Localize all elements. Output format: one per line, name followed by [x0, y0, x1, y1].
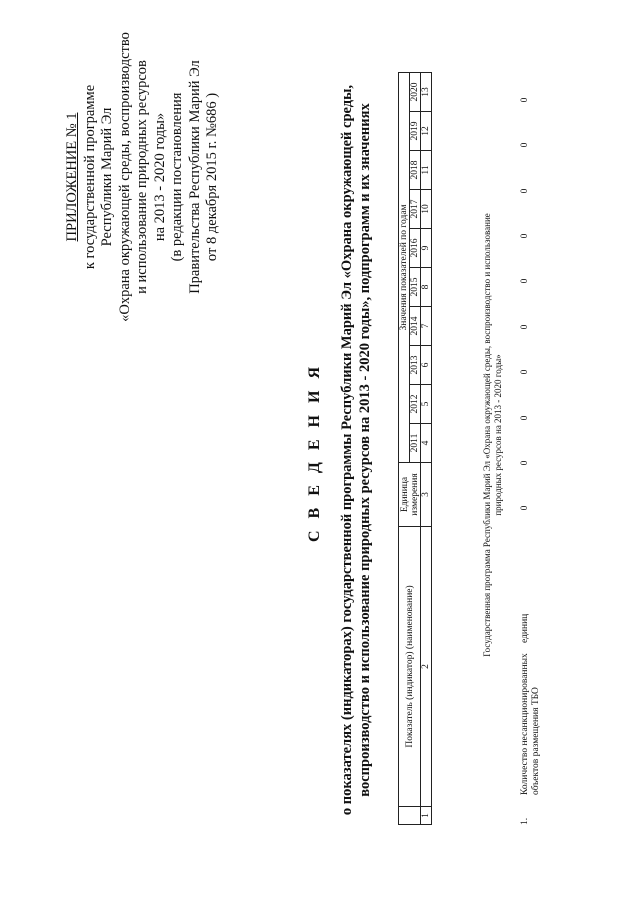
row-value: 0	[520, 233, 530, 239]
appendix-line: Республики Марий Эл	[99, 107, 115, 247]
appendix-title: ПРИЛОЖЕНИЕ № 1	[64, 112, 80, 242]
column-number: 1	[421, 807, 432, 825]
column-number: 10	[421, 190, 432, 229]
column-number: 13	[421, 72, 432, 111]
column-number: 8	[421, 268, 432, 307]
appendix-block	[64, 27, 222, 327]
year-cell: 2017	[410, 190, 421, 229]
year-cell: 2014	[410, 307, 421, 346]
year-cell: 2011	[410, 424, 421, 463]
year-cell: 2020	[410, 72, 421, 111]
column-number: 2	[421, 527, 432, 807]
program-title-line: Государственная программа Республики Марий Эл «Охрана окружающей среды, воспроизводство и использование	[482, 213, 492, 657]
row-value: 0	[520, 324, 530, 330]
row-value: 0	[520, 97, 530, 103]
row-value: 0	[520, 415, 530, 421]
year-cell: 2019	[410, 112, 421, 151]
year-cell: 2016	[410, 229, 421, 268]
year-cell: 2013	[410, 346, 421, 385]
column-number: 9	[421, 229, 432, 268]
program-title-line: природных ресурсов на 2013 - 2020 годы»	[493, 354, 503, 516]
appendix-line: к государственной программе	[81, 84, 98, 270]
row-value: 0	[520, 505, 530, 511]
indicators-table	[398, 72, 432, 825]
column-number: 12	[421, 112, 432, 151]
row-indicator-name: Количество несанкционированных объектов размещения ТБО	[520, 653, 541, 795]
row-number: 1.	[520, 817, 530, 825]
table-column-numbers-row	[421, 72, 432, 824]
appendix-line: Правительства Республики Марий Эл	[186, 60, 203, 294]
row-value: 0	[520, 142, 530, 148]
row-unit: единиц	[520, 613, 530, 643]
program-title	[482, 175, 504, 695]
table-header-row	[399, 72, 410, 824]
subheading-line: о показателях (индикаторах) государственной программы Республики Марий Эл «Охрана окружающей среды,	[339, 84, 355, 816]
column-number: 7	[421, 307, 432, 346]
subheading-line: воспроизводство и использование природных ресурсов на 2013 - 2020 годы», подпрограмм и их значениях	[357, 103, 373, 797]
year-cell: 2012	[410, 385, 421, 424]
row-value: 0	[520, 369, 530, 375]
column-number: 5	[421, 385, 432, 424]
row-value: 0	[520, 278, 530, 284]
column-number: 4	[421, 424, 432, 463]
header-indicator: Показатель (индикатор) (наименование)	[399, 527, 421, 807]
appendix-line: на 2013 - 2020 годы»	[151, 112, 168, 242]
appendix-line: от 8 декабря 2015 г. №686 )	[204, 92, 220, 262]
header-values: Значения показателей по годам	[399, 72, 410, 462]
column-number: 6	[421, 346, 432, 385]
appendix-line: «Охрана окружающей среды, воспроизводство	[116, 32, 133, 322]
year-cell: 2015	[410, 268, 421, 307]
document-heading: С В Е Д Е Н И Я	[306, 362, 323, 543]
appendix-line: и использование природных ресурсов	[134, 60, 150, 294]
header-unit: Единица измерения	[399, 463, 421, 527]
column-number: 3	[421, 463, 432, 527]
row-value: 0	[520, 188, 530, 194]
document-subheading	[338, 35, 374, 865]
column-number: 11	[421, 151, 432, 190]
appendix-line: (в редакции постановления	[169, 92, 185, 262]
row-value: 0	[520, 460, 530, 466]
year-cell: 2018	[410, 151, 421, 190]
header-num	[399, 807, 421, 825]
